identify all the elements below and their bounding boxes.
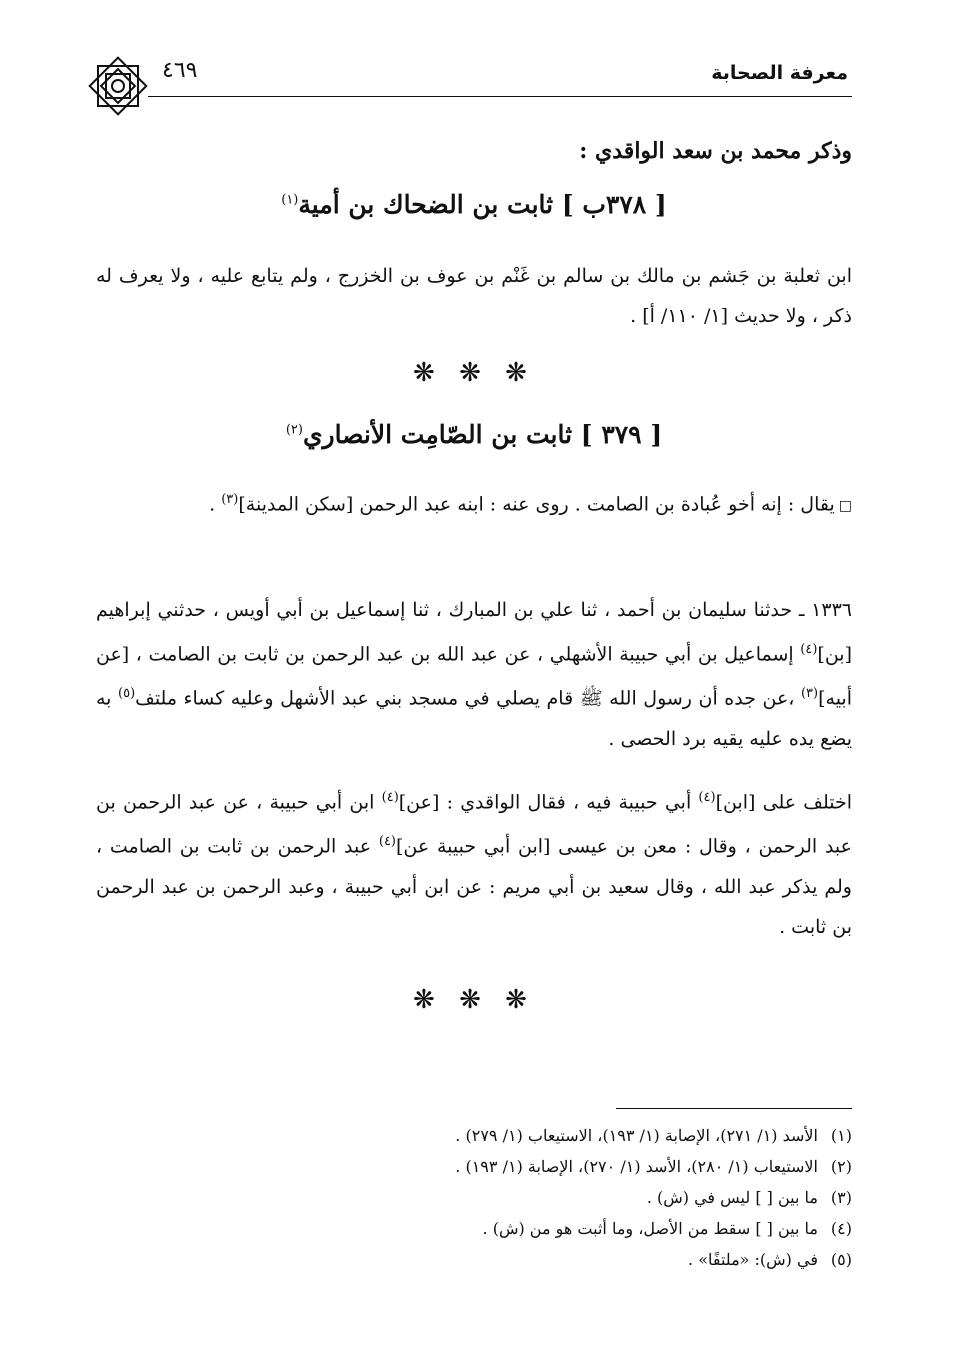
commentary-text: عبد الرحمن بن ثابت بن الصامت ، ولم يذكر عبد الله ، وقال سعيد بن أبي مريم : عن ابن أبي حبيبة ، وعبد الرحمن بن عبد الرحمن بن ثابت . <box>96 835 852 938</box>
hadith-text: ١٣٣٦ ـ حدثنا سليمان بن أحمد ، ثنا علي بن المبارك ، ثنا إسماعيل بن أبي أويس ، حدثني إبراهيم [بن] <box>96 599 852 666</box>
entry-title-text: [ ٣٧٨ب ] ثابت بن الضحاك بن أمية <box>298 190 667 219</box>
footnote-text: في (ش): «ملتفًا» . <box>688 1250 818 1269</box>
footnote-text: ما بين [ ] ليس في (ش) . <box>646 1188 818 1207</box>
footnote-number: (٣) <box>830 1188 852 1207</box>
hadith-text: ،عن جده أن رسول الله ﷺ قام يصلي في مسجد بني عبد الأشهل وعليه كساء ملتف <box>135 687 801 710</box>
hadith-text: به يضع يده عليه يقيه برد الحصى . <box>96 687 852 750</box>
entry-title-text: [ ٣٧٩ ] ثابت بن الصّامِت الأنصاري <box>302 420 663 449</box>
footnote-marker: (٣) <box>221 492 239 507</box>
footnote-number: (٤) <box>830 1219 852 1238</box>
footnote-number: (٥) <box>830 1250 852 1269</box>
footnote-text: ما بين [ ] سقط من الأصل، وما أثبت هو من (ش) . <box>482 1219 818 1238</box>
footnote-item <box>96 1213 852 1244</box>
footnote-marker: (٤) <box>800 642 818 657</box>
entry-title-379 <box>96 420 852 449</box>
footnote-marker: (٢) <box>285 422 303 438</box>
intro-text: يقال : إنه أخو عُبادة بن الصامت . روى عنه : ابنه عبد الرحمن [سكن المدينة] <box>238 493 835 516</box>
intro-end: . <box>209 493 222 516</box>
footnote-marker: (٤) <box>378 834 396 850</box>
separator-asterisks-icon: ❋ ❋ ❋ <box>413 985 535 1015</box>
page-number: ٤٦٩ <box>162 58 198 83</box>
commentary-text: اختلف على [ابن] <box>715 791 852 814</box>
footnote-item <box>96 1244 852 1275</box>
footnote-text: الاستيعاب (١/ ٢٨٠)، الأسد (١/ ٢٧٠)، الإصابة (١/ ١٩٣) . <box>455 1157 818 1176</box>
square-bullet-icon: □ <box>838 498 852 515</box>
footnote-number: (٢) <box>830 1157 852 1176</box>
footnote-marker: (٤) <box>381 790 399 805</box>
footnote-marker: (٣) <box>800 686 819 702</box>
entry-378b-paragraph: ابن ثعلبة بن جَشم بن مالك بن سالم بن غَنْم بن عوف بن الخزرج ، ولم يتابع عليه ، ولا يعرف له ذكر ، ولا حديث [١/ ١١٠/ أ] . <box>96 265 852 327</box>
commentary-text: ابن أبي حبيبة ، عن عبد الرحمن بن عبد الرحمن ، وقال : معن بن عيسى [ابن أبي حبيبة عن] <box>96 791 853 858</box>
header-rule <box>148 96 852 97</box>
footnote-text: الأسد (١/ ٢٧١)، الإصابة (١/ ١٩٣)، الاستيعاب (١/ ٢٧٩) . <box>455 1126 818 1145</box>
separator-asterisks-icon: ❋ ❋ ❋ <box>413 358 535 388</box>
footnotes <box>96 1120 852 1275</box>
footnote-item <box>96 1120 852 1151</box>
octagram-ornament-icon <box>86 54 150 118</box>
footnote-marker: (١) <box>281 192 299 208</box>
footnote-item <box>96 1151 852 1182</box>
entry-379-intro <box>96 480 852 526</box>
footnote-rule <box>616 1108 852 1109</box>
lead-line: وذكر محمد بن سعد الواقدي : <box>579 138 852 164</box>
commentary-text: أبي حبيبة فيه ، فقال الواقدي : [عن] <box>398 791 699 814</box>
hadith-1336 <box>96 590 852 759</box>
entry-title-378b <box>96 190 852 219</box>
footnote-number: (١) <box>830 1126 852 1145</box>
footnote-item <box>96 1182 852 1213</box>
hadith-text: إسماعيل بن أبي حبيبة الأشهلي ، عن عبد الله بن عبد الرحمن بن ثابت بن الصامت ، [عن أبيه] <box>96 643 852 710</box>
running-title: معرفة الصحابة <box>711 62 848 84</box>
footnote-marker: (٤) <box>698 790 716 805</box>
footnote-marker: (٥) <box>118 686 136 702</box>
commentary-paragraph <box>96 778 852 947</box>
